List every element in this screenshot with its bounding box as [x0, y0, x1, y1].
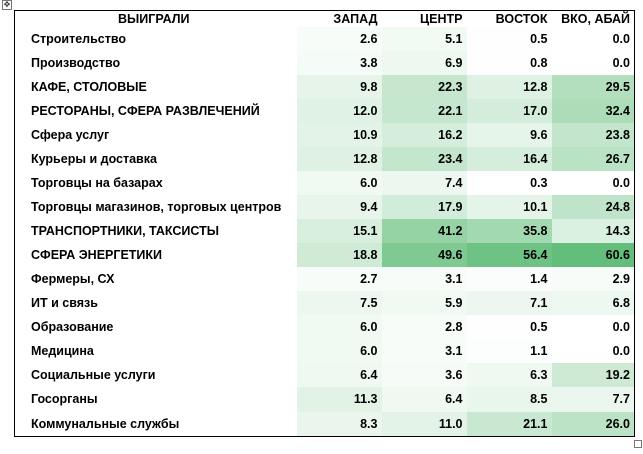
value-cell-vko-abai: 0.0	[552, 27, 635, 51]
value-cell-east: 6.3	[467, 363, 552, 387]
table-row	[15, 315, 635, 339]
value-cell-west: 9.4	[297, 195, 382, 219]
value-cell-west: 2.6	[297, 27, 382, 51]
table-row	[15, 243, 635, 267]
row-category-label: РЕСТОРАНЫ, СФЕРА РАЗВЛЕЧЕНИЙ	[31, 104, 260, 119]
value-cell-vko-abai: 0.0	[552, 315, 635, 339]
value-cell-west: 6.0	[297, 315, 382, 339]
value-cell-west: 11.3	[297, 387, 382, 411]
table-row	[15, 171, 635, 195]
row-category-label: Фермеры, СХ	[31, 272, 115, 287]
value-cell-east: 1.1	[467, 339, 552, 363]
table-row	[15, 75, 635, 99]
value-cell-east: 7.1	[467, 291, 552, 315]
value-cell-vko-abai: 26.7	[552, 147, 635, 171]
value-cell-west: 8.3	[297, 412, 382, 437]
value-cell-center: 6.9	[382, 51, 467, 75]
table-resize-handle[interactable]	[634, 440, 642, 448]
value-cell-center: 22.3	[382, 75, 467, 99]
header-row	[15, 11, 635, 28]
value-cell-west: 2.7	[297, 267, 382, 291]
value-cell-east: 0.3	[467, 171, 552, 195]
row-category-label: Курьеры и доставка	[31, 152, 157, 167]
value-cell-west: 18.8	[297, 243, 382, 267]
value-cell-center: 6.4	[382, 387, 467, 411]
row-category-label: Производство	[31, 56, 121, 71]
value-cell-west: 15.1	[297, 219, 382, 243]
table-row	[15, 27, 635, 51]
row-category-label: Коммунальные службы	[31, 416, 180, 431]
value-cell-center: 11.0	[382, 412, 467, 437]
table-row	[15, 123, 635, 147]
table-row	[15, 291, 635, 315]
value-cell-center: 5.9	[382, 291, 467, 315]
value-cell-east: 0.8	[467, 51, 552, 75]
value-cell-vko-abai: 0.0	[552, 51, 635, 75]
row-category-label: ИТ и связь	[31, 296, 98, 311]
row-category-label: Сфера услуг	[31, 128, 110, 143]
row-category-label: Социальные услуги	[31, 368, 156, 383]
value-cell-east: 8.5	[467, 387, 552, 411]
value-cell-center: 23.4	[382, 147, 467, 171]
value-cell-center: 2.8	[382, 315, 467, 339]
value-cell-center: 16.2	[382, 123, 467, 147]
table-row	[15, 219, 635, 243]
value-cell-center: 49.6	[382, 243, 467, 267]
value-cell-center: 7.4	[382, 171, 467, 195]
table-row	[15, 99, 635, 123]
table-row	[15, 363, 635, 387]
value-cell-east: 35.8	[467, 219, 552, 243]
value-cell-center: 41.2	[382, 219, 467, 243]
value-cell-vko-abai: 32.4	[552, 99, 635, 123]
region-header-vko-abai: ВКО, АБАЙ	[561, 12, 630, 26]
value-cell-center: 22.1	[382, 99, 467, 123]
value-cell-east: 12.8	[467, 75, 552, 99]
value-cell-west: 6.0	[297, 171, 382, 195]
value-cell-center: 3.1	[382, 339, 467, 363]
row-category-label: СФЕРА ЭНЕРГЕТИКИ	[31, 248, 163, 263]
row-category-label: Медицина	[31, 344, 94, 359]
value-cell-east: 16.4	[467, 147, 552, 171]
value-cell-vko-abai: 6.8	[552, 291, 635, 315]
table-row	[15, 339, 635, 363]
value-cell-west: 10.9	[297, 123, 382, 147]
table-row	[15, 195, 635, 219]
category-header: ВЫИГРАЛИ	[118, 12, 190, 26]
value-cell-vko-abai: 7.7	[552, 387, 635, 411]
value-cell-center: 3.1	[382, 267, 467, 291]
value-cell-west: 9.8	[297, 75, 382, 99]
row-category-label: Торговцы на базарах	[31, 176, 163, 191]
value-cell-east: 10.1	[467, 195, 552, 219]
value-cell-east: 56.4	[467, 243, 552, 267]
value-cell-east: 21.1	[467, 412, 552, 437]
row-category-label: ТРАНСПОРТНИКИ, ТАКСИСТЫ	[31, 224, 219, 239]
value-cell-vko-abai: 24.8	[552, 195, 635, 219]
value-cell-vko-abai: 26.0	[552, 412, 635, 437]
row-category-label: КАФЕ, СТОЛОВЫЕ	[31, 80, 147, 95]
value-cell-west: 7.5	[297, 291, 382, 315]
value-cell-vko-abai: 2.9	[552, 267, 635, 291]
value-cell-center: 3.6	[382, 363, 467, 387]
table-row	[15, 147, 635, 171]
value-cell-west: 3.8	[297, 51, 382, 75]
value-cell-west: 6.0	[297, 339, 382, 363]
value-cell-east: 17.0	[467, 99, 552, 123]
value-cell-vko-abai: 0.0	[552, 171, 635, 195]
value-cell-vko-abai: 60.6	[552, 243, 635, 267]
value-cell-vko-abai: 23.8	[552, 123, 635, 147]
row-category-label: Образование	[31, 320, 114, 335]
row-category-label: Торговцы магазинов, торговых центров	[31, 200, 282, 215]
value-cell-west: 12.0	[297, 99, 382, 123]
value-cell-center: 17.9	[382, 195, 467, 219]
value-cell-vko-abai: 14.3	[552, 219, 635, 243]
table-move-handle[interactable]: ✥	[3, 0, 11, 9]
value-cell-east: 1.4	[467, 267, 552, 291]
value-cell-east: 0.5	[467, 315, 552, 339]
table-row	[15, 51, 635, 75]
heatmap-table	[14, 10, 635, 437]
value-cell-west: 12.8	[297, 147, 382, 171]
value-cell-vko-abai: 19.2	[552, 363, 635, 387]
value-cell-west: 6.4	[297, 363, 382, 387]
value-cell-center: 5.1	[382, 27, 467, 51]
value-cell-east: 9.6	[467, 123, 552, 147]
table-row	[15, 412, 635, 437]
region-header-east: ВОСТОК	[495, 12, 548, 26]
region-header-center: ЦЕНТР	[420, 12, 463, 26]
row-category-label: Строительство	[31, 32, 127, 47]
table-row	[15, 267, 635, 291]
row-category-label: Госорганы	[31, 392, 98, 407]
value-cell-east: 0.5	[467, 27, 552, 51]
table-row	[15, 387, 635, 411]
value-cell-vko-abai: 0.0	[552, 339, 635, 363]
region-header-west: ЗАПАД	[333, 12, 378, 26]
value-cell-vko-abai: 29.5	[552, 75, 635, 99]
table-body	[15, 27, 635, 437]
